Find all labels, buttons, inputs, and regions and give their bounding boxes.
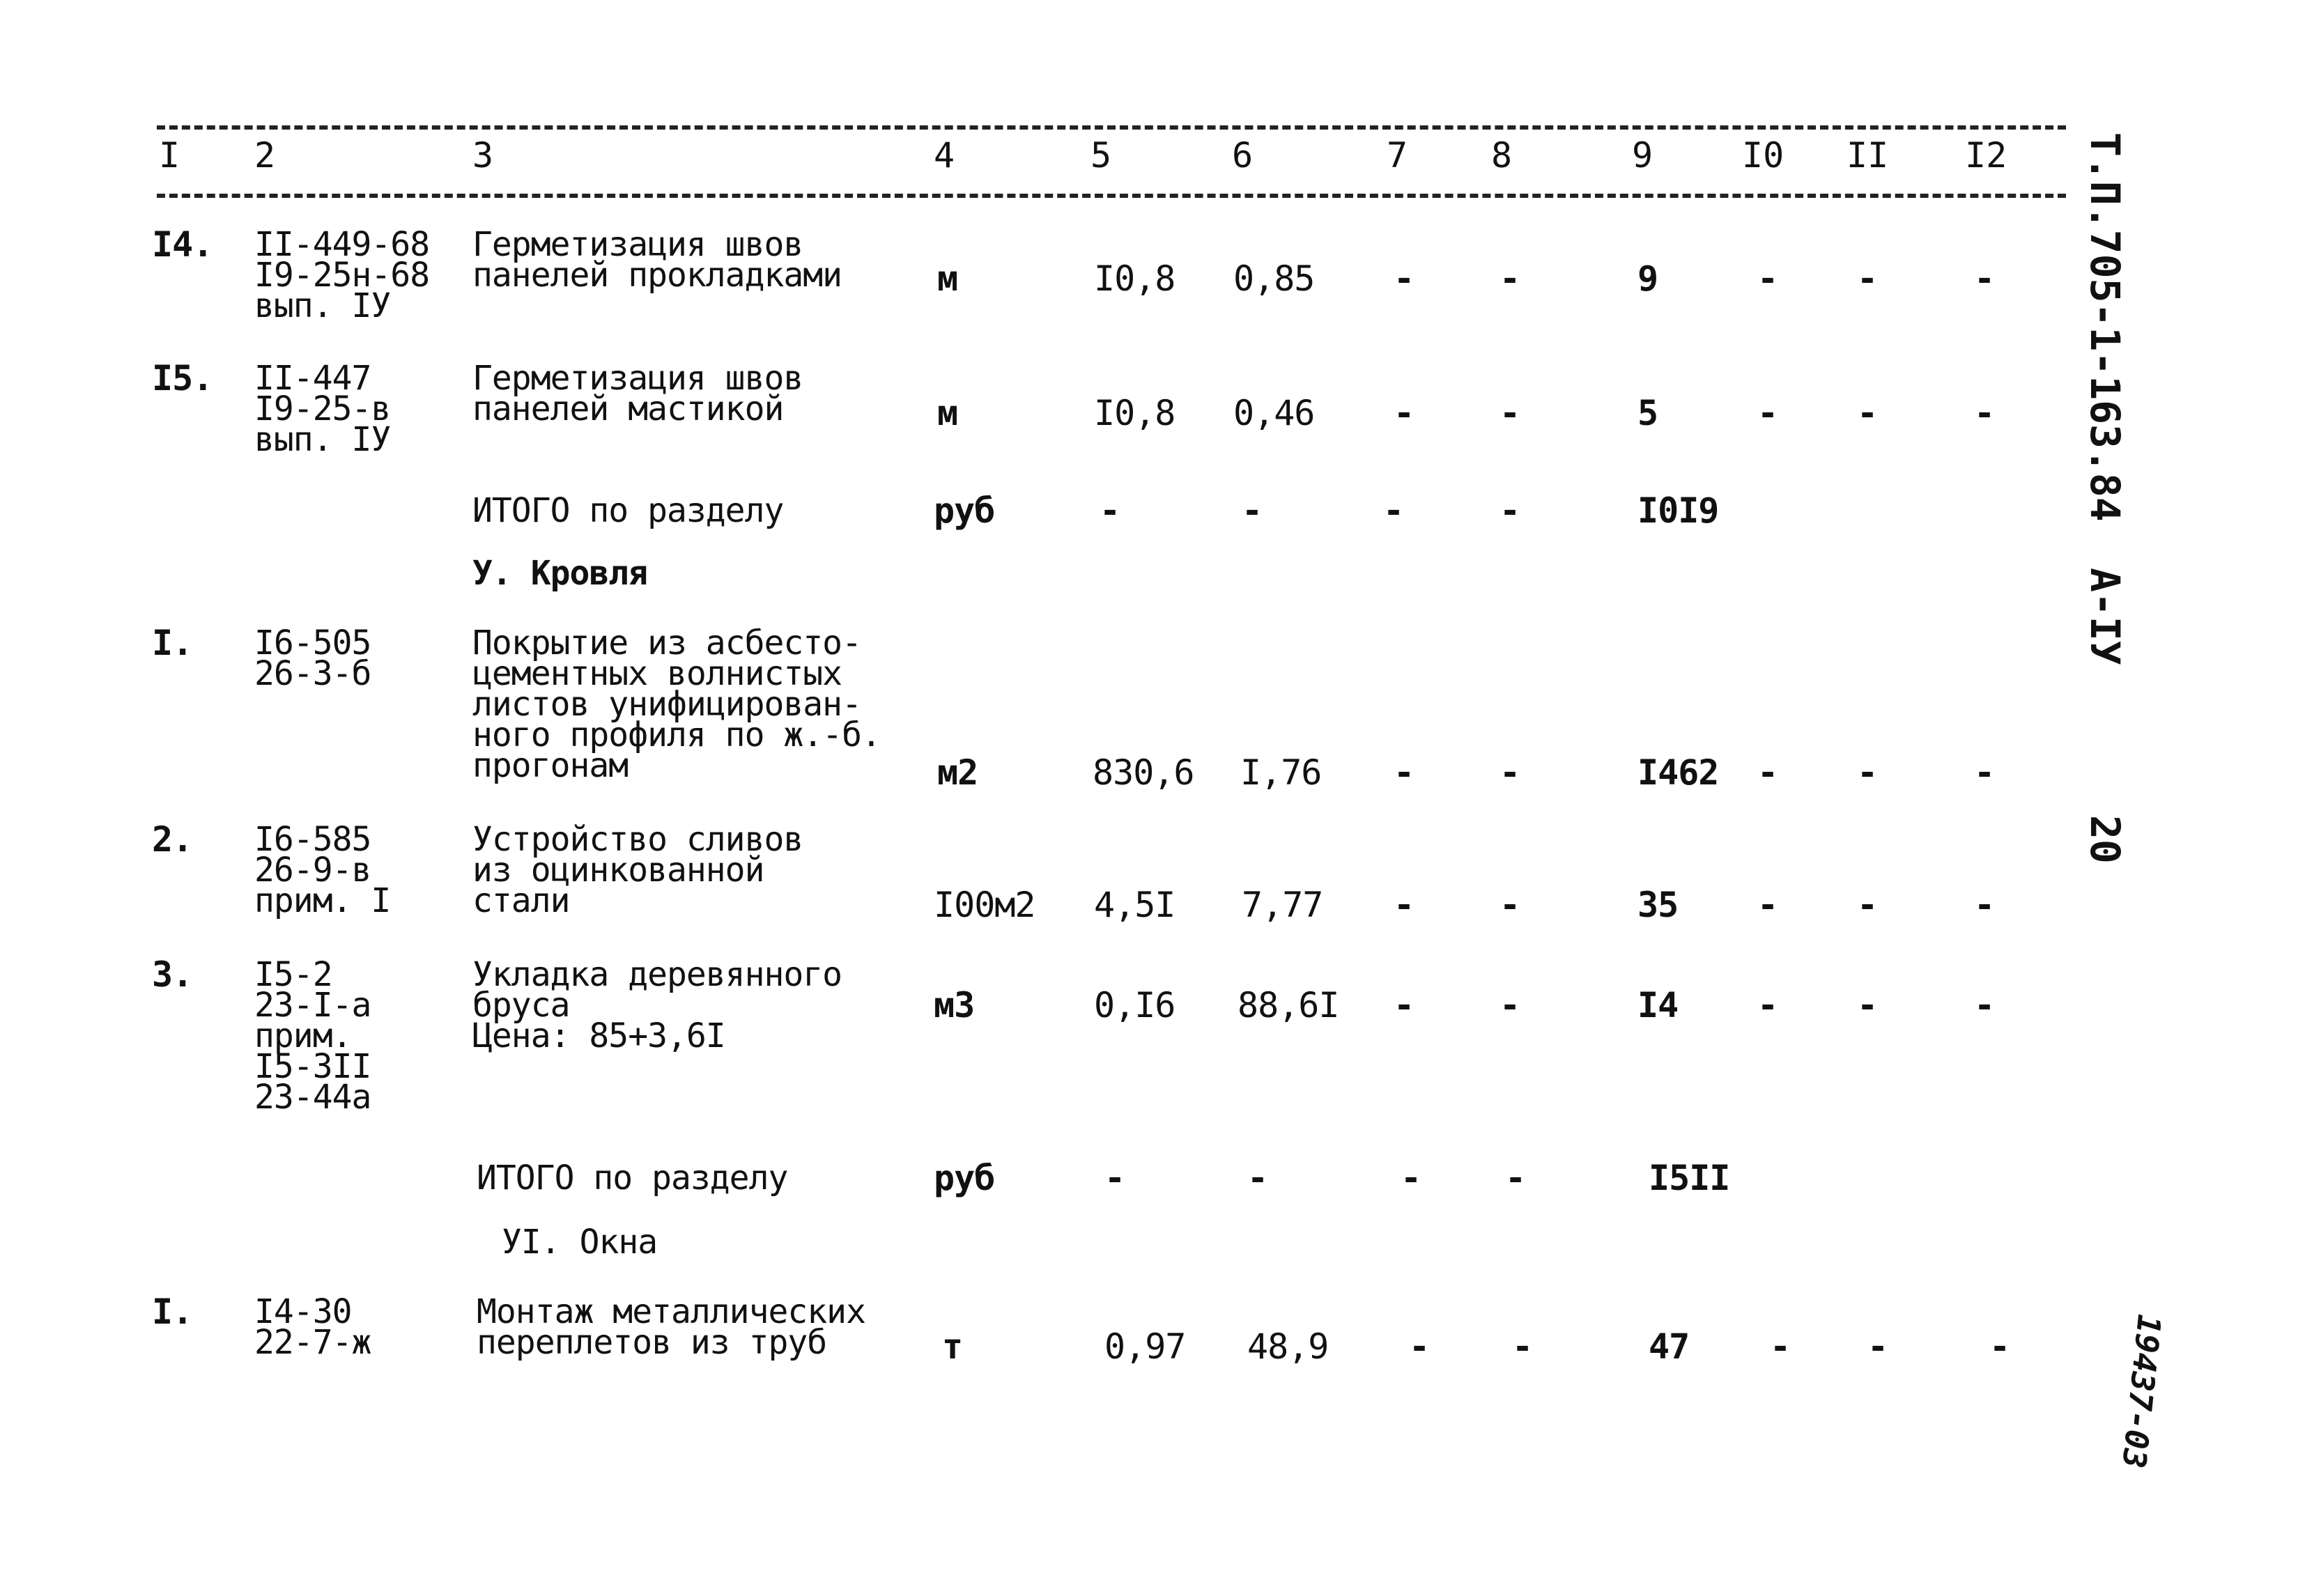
col-header-5: 5	[1090, 135, 1112, 176]
section-heading: УI. Окна	[502, 1223, 658, 1262]
col7-value: -	[1394, 258, 1414, 299]
row-number: 2.	[152, 819, 193, 860]
total-cost: 47	[1649, 1326, 1690, 1367]
col7-value: -	[1383, 490, 1404, 531]
col-header-10: I0	[1742, 135, 1784, 176]
quantity: 0,I6	[1094, 985, 1175, 1025]
col11-value: -	[1857, 985, 1878, 1025]
col8-value: -	[1500, 752, 1520, 793]
unit: I00м2	[934, 885, 1035, 925]
unit: руб	[934, 1158, 995, 1198]
col11-value: -	[1857, 393, 1878, 433]
col12-value: -	[1974, 985, 1995, 1025]
page-number: 20	[2081, 815, 2129, 864]
col7-value: -	[1401, 1158, 1421, 1198]
unit: т	[942, 1326, 963, 1367]
col10-value: -	[1757, 258, 1778, 299]
inventory-number: 19437-03	[2115, 1312, 2168, 1471]
col10-value: -	[1757, 885, 1778, 925]
unit: м	[937, 258, 958, 299]
col7-value: -	[1409, 1326, 1430, 1367]
norm-code-line: 23-I-а	[254, 986, 371, 1025]
col5-value: -	[1104, 1158, 1125, 1198]
norm-code-line: I9-25н-68	[254, 256, 430, 295]
norm-code-line: 23-44а	[254, 1078, 371, 1117]
col-header-8: 8	[1491, 135, 1513, 176]
col11-value: -	[1867, 1326, 1888, 1367]
norm-code-line: I5-3II	[254, 1047, 371, 1086]
col10-value: -	[1770, 1326, 1791, 1367]
norm-code-line: I6-585	[254, 820, 371, 859]
col-header-9: 9	[1632, 135, 1653, 176]
description-line: панелей мастикой	[472, 389, 784, 428]
norm-code-line: прим.	[254, 1016, 352, 1055]
norm-code-line: II-447	[254, 359, 371, 398]
unit: м2	[937, 752, 978, 793]
description-line: Устройство сливов	[472, 820, 803, 859]
norm-code-line: I6-505	[254, 623, 371, 663]
norm-code-line: прим. I	[254, 881, 391, 920]
col10-value: -	[1757, 985, 1778, 1025]
col8-value: -	[1500, 393, 1520, 433]
unit-price: 7,77	[1242, 885, 1323, 925]
unit-price: 48,9	[1247, 1326, 1329, 1367]
description-line: цементных волнистых	[472, 654, 842, 693]
col10-value: -	[1757, 752, 1778, 793]
norm-code-line: I5-2	[254, 955, 332, 994]
col12-value: -	[1974, 885, 1995, 925]
quantity: 830,6	[1093, 752, 1194, 793]
section-heading: У. Кровля	[472, 554, 648, 593]
unit: м3	[934, 985, 975, 1025]
col11-value: -	[1857, 258, 1878, 299]
norm-code-line: вып. IУ	[254, 420, 391, 459]
row-number: I.	[152, 623, 193, 663]
unit: руб	[934, 490, 995, 531]
row-number: 3.	[152, 954, 193, 995]
description-line: листов унифицирован-	[472, 685, 861, 724]
total-cost: 5	[1637, 393, 1658, 433]
unit-price: 0,85	[1233, 258, 1315, 299]
row-number: I4.	[152, 224, 213, 265]
total-cost: 9	[1637, 258, 1658, 299]
description-line: переплетов из труб	[477, 1323, 827, 1362]
col12-value: -	[1974, 752, 1995, 793]
col12-value: -	[1974, 393, 1995, 433]
description-line: Цена: 85+3,6I	[472, 1016, 725, 1055]
col-header-4: 4	[934, 135, 955, 176]
total-label: ИТОГО по разделу	[477, 1159, 788, 1198]
unit: м	[937, 393, 958, 433]
document-code: Т.П.705-1-163.84	[2081, 132, 2129, 522]
total-cost: 35	[1637, 885, 1679, 925]
description-line: Покрытие из асбесто-	[472, 623, 861, 663]
description-line: панелей прокладками	[472, 256, 842, 295]
col-header-6: 6	[1232, 135, 1254, 176]
col8-value: -	[1500, 258, 1520, 299]
unit-price: I,76	[1240, 752, 1322, 793]
row-number: I5.	[152, 358, 213, 398]
norm-code-line: I4-30	[254, 1292, 352, 1331]
total-label: ИТОГО по разделу	[472, 491, 784, 530]
col10-value: -	[1757, 393, 1778, 433]
col7-value: -	[1394, 752, 1414, 793]
unit-price: 0,46	[1233, 393, 1315, 433]
header-top-rule	[157, 125, 2066, 130]
col6-value: -	[1247, 1158, 1268, 1198]
norm-code-line: II-449-68	[254, 225, 430, 264]
col7-value: -	[1394, 393, 1414, 433]
col6-value: -	[1242, 490, 1263, 531]
col8-value: -	[1500, 885, 1520, 925]
col11-value: -	[1857, 885, 1878, 925]
header-bottom-rule	[157, 194, 2066, 198]
section-total: I5II	[1649, 1158, 1730, 1198]
description-line: Монтаж металлических	[477, 1292, 865, 1331]
norm-code-line: I9-25-в	[254, 389, 391, 428]
col7-value: -	[1394, 885, 1414, 925]
description-line: бруса	[472, 986, 570, 1025]
total-cost: I4	[1637, 985, 1679, 1025]
quantity: I0,8	[1094, 393, 1175, 433]
description-line: из оцинкованной	[472, 851, 764, 890]
col-header-11: II	[1847, 135, 1889, 176]
col-header-2: 2	[254, 135, 276, 176]
description-line: стали	[472, 881, 570, 920]
quantity: I0,8	[1094, 258, 1175, 299]
quantity: 4,5I	[1094, 885, 1175, 925]
col12-value: -	[1989, 1326, 2010, 1367]
section-total: I0I9	[1637, 490, 1719, 531]
description-line: Герметизация швов	[472, 359, 803, 398]
col8-value: -	[1500, 985, 1520, 1025]
col12-value: -	[1974, 258, 1995, 299]
col5-value: -	[1100, 490, 1120, 531]
row-number: I.	[152, 1292, 193, 1332]
col7-value: -	[1394, 985, 1414, 1025]
unit-price: 88,6I	[1238, 985, 1339, 1025]
description-line: прогонам	[472, 746, 629, 785]
col8-value: -	[1500, 490, 1520, 531]
col8-value: -	[1505, 1158, 1526, 1198]
col-header-12: I2	[1965, 135, 2007, 176]
norm-code-line: вып. IУ	[254, 286, 391, 325]
col-header-1: I	[159, 135, 180, 176]
quantity: 0,97	[1104, 1326, 1186, 1367]
description-line: Укладка деревянного	[472, 955, 842, 994]
description-line: Герметизация швов	[472, 225, 803, 264]
norm-code-line: 26-3-б	[254, 654, 371, 693]
album-number: А-IУ	[2081, 568, 2129, 665]
col8-value: -	[1512, 1326, 1533, 1367]
norm-code-line: 22-7-ж	[254, 1323, 371, 1362]
col-header-7: 7	[1387, 135, 1408, 176]
total-cost: I462	[1637, 752, 1719, 793]
norm-code-line: 26-9-в	[254, 851, 371, 890]
description-line: ного профиля по ж.-б.	[472, 715, 881, 754]
col11-value: -	[1857, 752, 1878, 793]
col-header-3: 3	[472, 135, 494, 176]
